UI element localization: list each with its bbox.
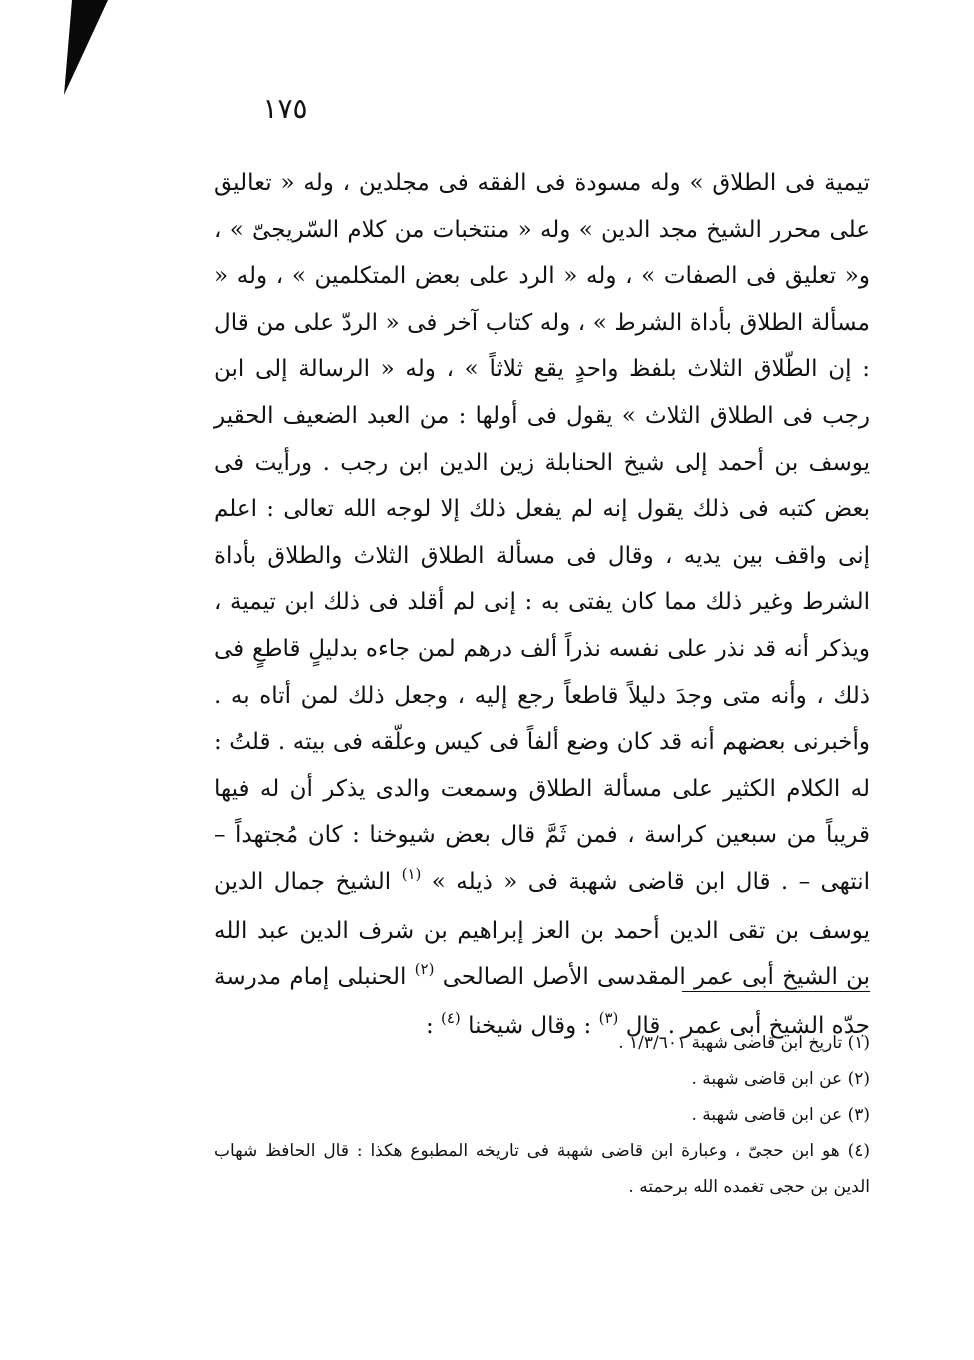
text-line: إنى لم أقلد فى ذلك ابن تيمية ، ويذكر أنه قد نذر على نفسه نذراً ألف <box>214 589 870 662</box>
footnote-2: (٢) عن ابن قاضى شهبة . <box>691 1069 870 1089</box>
footnote-1: (١) تاريخ ابن قاضى شهبة ١/٣/٦٠١ . <box>618 1033 870 1053</box>
text-line: شيوخنا : كان مُجتهداً – انتهى – . قال ابن قاضى شهبة فى « ذيله » <box>214 822 871 895</box>
text-line: إنه لم يفعل ذلك إلا لوجه الله تعالى : اعلم إنى واقف بين يديه ، وقال فى <box>214 496 871 569</box>
text-line: درهم لمن جاءه بدليلٍ قاطعٍ فى ذلك ، وأنه متى وجدَ دليلاً قاطعاً رجع <box>214 635 871 709</box>
text-line: تيمية فى الطلاق » وله مسودة فى الفقه فى مجلدين ، وله « تعاليق على <box>214 170 870 243</box>
footnote-separator <box>682 991 870 992</box>
text-line: مسألة الطلاق الثلاث والطلاق بأداة الشرط وغير ذلك مما كان يفتى به : <box>214 542 870 616</box>
text-line: الثلاث » يقول فى أولها : من العبد الضعيف الحقير يوسف بن أحمد إلى <box>214 402 870 476</box>
page-number: ١٧٥ <box>262 92 308 125</box>
text-line: بأداة الشرط » ، وله كتاب آخر فى « الردّ على من قال : إن الطّلاق <box>214 309 870 383</box>
text-line: شرف الدين عبد الله بن الشيخ أبى عمر المقدسى الأصل الصالحى <box>214 917 871 991</box>
footnote-4: (٤) هو ابن حجىّ ، وعبارة ابن قاضى شهبة فى تاريخه المطبوع هكذا : قال الحافظ شهاب الدين بن حجى تغمده الله برحمته . <box>214 1141 870 1197</box>
footnotes <box>214 1025 870 1205</box>
footnote-ref: (٤) <box>441 1008 461 1027</box>
footnote-ref: (٣) <box>598 1008 619 1027</box>
text-line: وسمعت والدى يذكر أن له فيها قريباً من سبعين كراسة ، فمن ثَمَّ قال بعض <box>214 775 870 849</box>
footnote-ref: (١) <box>401 864 422 883</box>
text-line: : وقال شيخنا <box>468 1012 592 1039</box>
main-text <box>214 160 870 1051</box>
text-line: إليه ، وجعل ذلك لمن أتاه به . وأخبرنى بعضهم أنه قد كان وضع ألفاً فى <box>214 682 870 756</box>
text-line: محرر الشيخ مجد الدين » وله « منتخبات من كلام السّريجىّ » ، و« تعليق <box>214 216 870 290</box>
text-line: فى الصفات » ، وله « الرد على بعض المتكلمين » ، وله « مسألة الطلاق <box>214 263 870 336</box>
text-line: شيخ الحنابلة زين الدين ابن رجب . ورأيت فى بعض كتبه فى ذلك يقول <box>214 449 870 523</box>
text-line: الحنبلى إمام مدرسة جدّه الشيخ أبى عمر . قال <box>214 964 870 1039</box>
text-line: : <box>425 1012 434 1039</box>
page-corner-mark <box>58 0 108 95</box>
text-line: كيس وعلّقه فى بيته . قلتُ : له الكلام الكثير على مسألة الطلاق <box>214 729 871 802</box>
text-line: الشيخ جمال الدين يوسف بن تقى الدين أحمد بن العز إبراهيم بن <box>214 868 871 944</box>
text-line: الثلاث بلفظ واحدٍ يقع ثلاثاً » ، وله « الرسالة إلى ابن رجب فى الطلاق <box>214 356 871 429</box>
footnote-3: (٣) عن ابن قاضى شهبة . <box>691 1105 870 1125</box>
footnote-ref: (٢) <box>414 960 435 979</box>
